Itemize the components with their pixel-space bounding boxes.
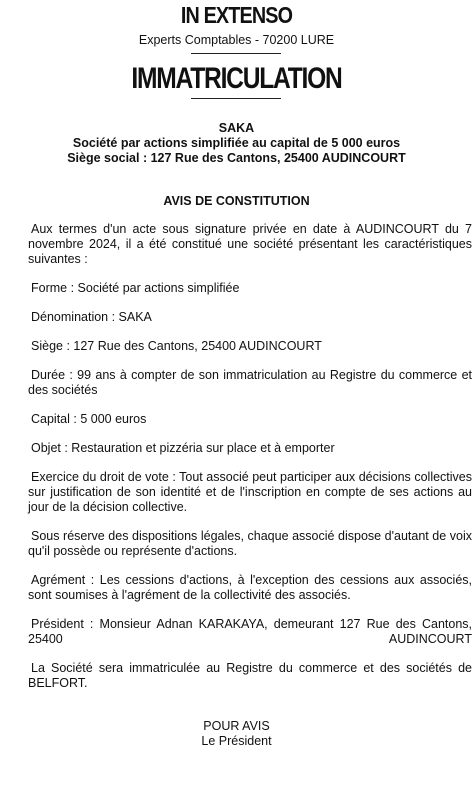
firm-name: IN EXTENSO <box>180 2 293 28</box>
paragraph-objet: Objet : Restauration et pizzéria sur place et à emporter <box>31 441 335 455</box>
paragraph-siege: Siège : 127 Rue des Cantons, 25400 AUDINCOURT <box>31 339 322 353</box>
paragraph-president: Président : Monsieur Adnan KARAKAYA, demeurant 127 Rue des Cantons, 25400 AUDINCOURT <box>28 617 472 646</box>
paragraph-denomination: Dénomination : SAKA <box>31 310 152 324</box>
company-registered-office: Siège social : 127 Rue des Cantons, 25400 AUDINCOURT <box>67 151 406 165</box>
paragraph-form: Forme : Société par actions simplifiée <box>31 281 240 295</box>
paragraph-voix: Sous réserve des dispositions légales, chaque associé dispose d'autant de voix qu'il possède ou représente d'actions. <box>28 529 472 558</box>
firm-subtitle: Experts Comptables - 70200 LURE <box>138 33 335 47</box>
notice-title: AVIS DE CONSTITUTION <box>163 194 310 208</box>
company-form-capital: Société par actions simplifiée au capital de 5 000 euros <box>72 136 401 150</box>
signature-line-president: Le Président <box>201 734 272 748</box>
notice-category-title: IMMATRICULATION <box>131 62 342 95</box>
paragraph-agrement: Agrément : Les cessions d'actions, à l'exception des cessions aux associés, sont soumises à l'agrément de la collectivité des associés. <box>28 573 472 602</box>
divider <box>191 53 281 54</box>
paragraph-preamble: Aux termes d'un acte sous signature privée en date à AUDINCOURT du 7 novembre 2024, il a été constitué une société présentant les caractéristiques suivantes : <box>28 222 472 266</box>
divider <box>191 98 281 99</box>
signature-line-pour-avis: POUR AVIS <box>203 719 270 733</box>
paragraph-capital: Capital : 5 000 euros <box>31 412 147 426</box>
company-block <box>0 121 473 166</box>
paragraph-immatriculation: La Société sera immatriculée au Registre du commerce et des sociétés de BELFORT. <box>28 661 472 690</box>
paragraph-duree: Durée : 99 ans à compter de son immatriculation au Registre du commerce et des sociétés <box>28 368 472 397</box>
notice-body <box>28 222 472 705</box>
signature-block <box>0 719 473 749</box>
paragraph-droit-de-vote: Exercice du droit de vote : Tout associé peut participer aux décisions collectives sur justification de son identité et de l'inscription en compte de ses actions au jour de la décision collective. <box>28 470 472 514</box>
company-name: SAKA <box>218 121 255 135</box>
